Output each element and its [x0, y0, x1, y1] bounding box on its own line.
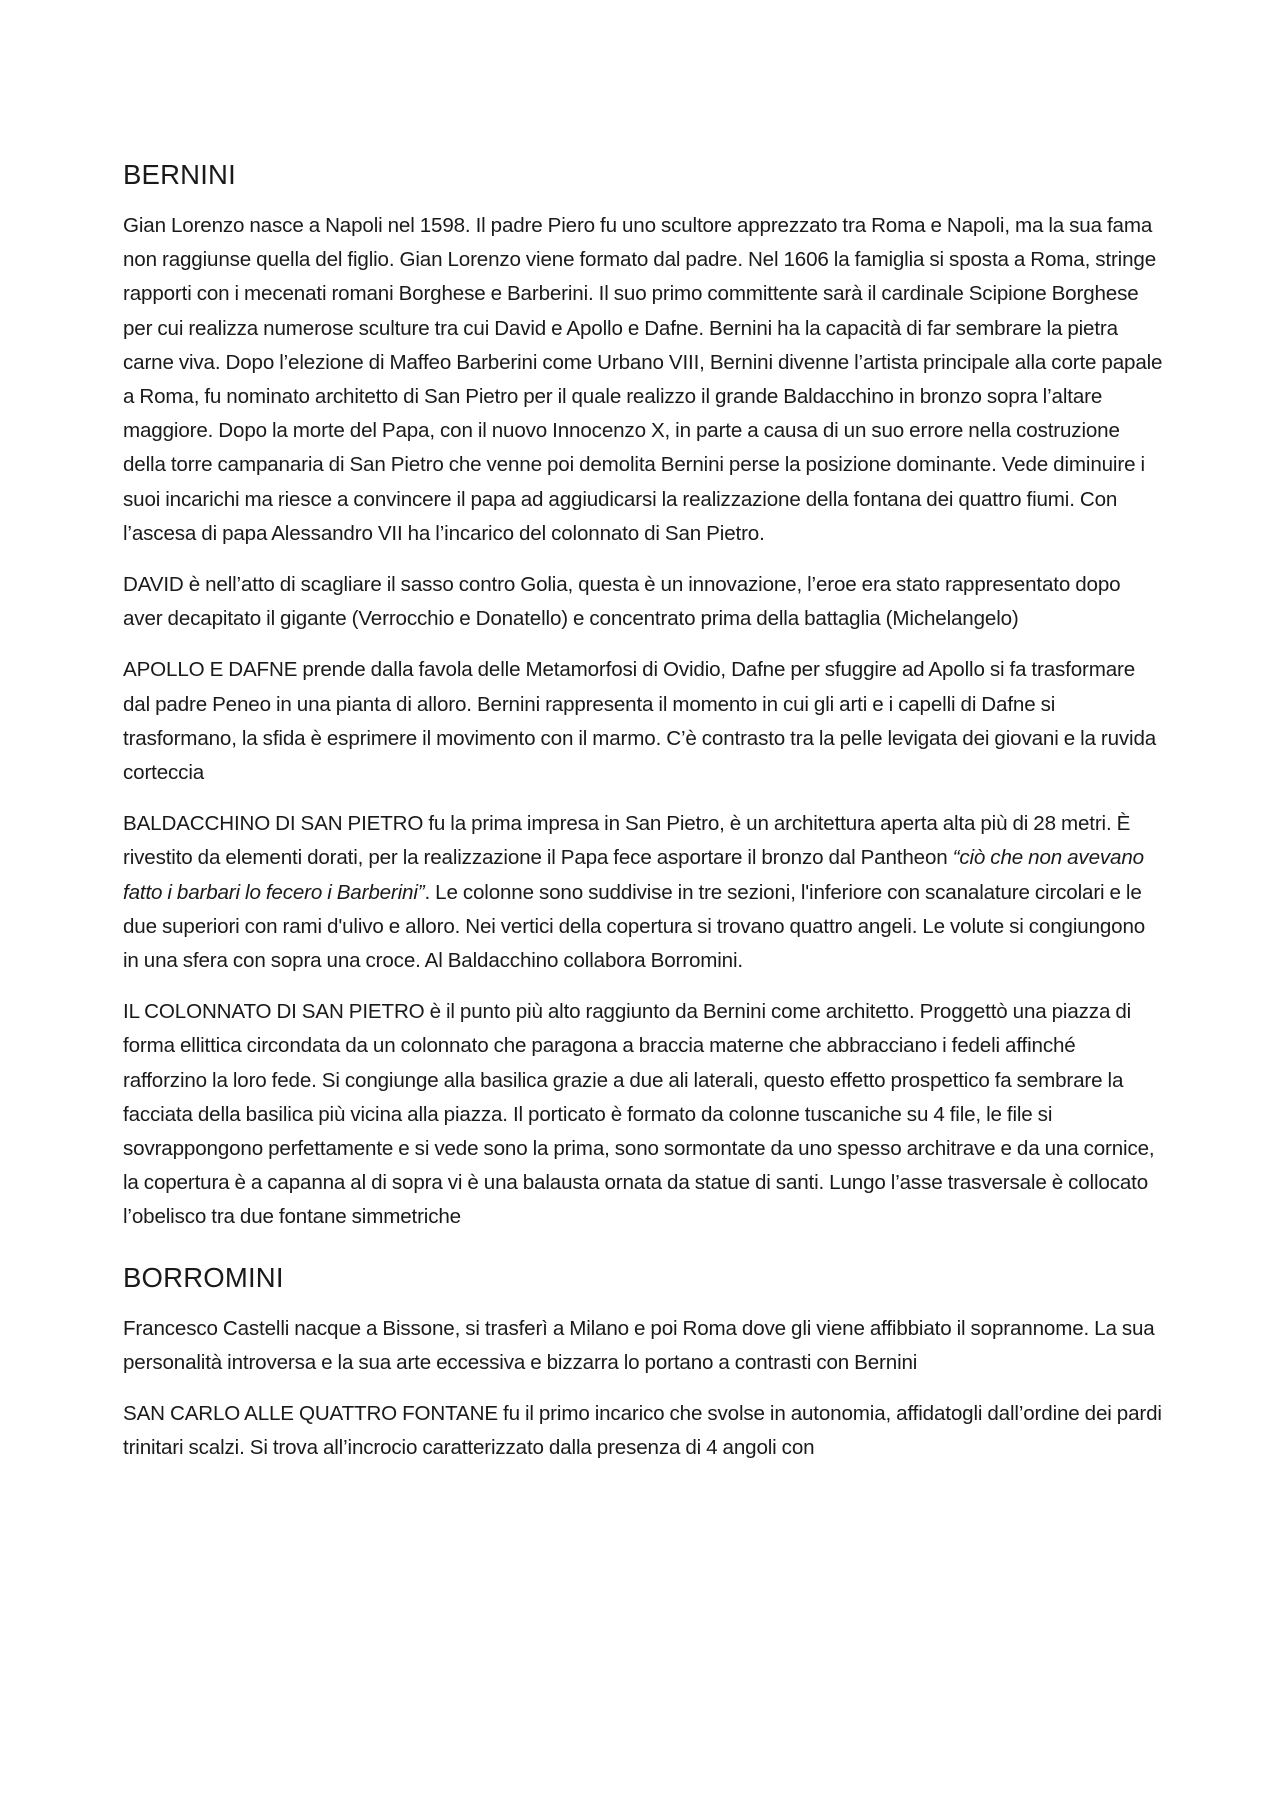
- paragraph-apollo-e-dafne: APOLLO E DAFNE prende dalla favola delle Metamorfosi di Ovidio, Dafne per sfuggire ad Apollo si fa trasformare dal padre Peneo in una pianta di alloro. Bernini rappresenta il momento in cui gli arti e i capelli di Dafne si trasformano, la sfida è esprimere il movimento con il marmo. C’è contrasto tra la pelle levigata dei giovani e la ruvida corteccia: [123, 658, 1157, 785]
- paragraph-david: DAVID è nell’atto di scagliare il sasso contro Golia, questa è un innovazione, l’eroe era stato rappresentato dopo aver decapitato il gigante (Verrocchio e Donatello) e concentrato prima della battaglia (Michelangelo): [123, 573, 1121, 631]
- paragraph-baldacchino: [123, 807, 1163, 978]
- heading-bernini: BERNINI: [123, 159, 236, 190]
- paragraph-colonnato: IL COLONNATO DI SAN PIETRO è il punto più alto raggiunto da Bernini come architetto. Proggettò una piazza di forma ellittica circondata da un colonnato che paragona a braccia materne che abbracciano i fedeli affinché rafforzino la loro fede. Si congiunge alla basilica grazie a due ali laterali, questo effetto prospettico fa sembrare la facciata della basilica più vicina alla piazza. Il porticato è formato da colonne tuscaniche su 4 file, le file si sovrappongono perfettamente e si vede sono la prima, sono sormontate da uno spesso architrave e da una cornice, la copertura è a capanna al di sopra vi è una balausta ornata da statue di santi. Lungo l’asse trasversale è collocato l’obelisco tra due fontane simmetriche: [123, 1000, 1155, 1229]
- heading-borromini: BORROMINI: [123, 1261, 284, 1293]
- baldacchino-text-before: BALDACCHINO DI SAN PIETRO fu la prima impresa in San Pietro, è un architettura aperta alta più di 28 metri. È rivestito da elementi dorati, per la realizzazione il Papa fece asportare il bronzo dal Pantheon: [123, 812, 1131, 870]
- document-page: [123, 158, 1163, 1483]
- paragraph-borromini-biography: Francesco Castelli nacque a Bissone, si trasferì a Milano e poi Roma dove gli viene affibbiato il soprannome. La sua personalità introversa e la sua arte eccessiva e bizzarra lo portano a contrasti con Bernini: [123, 1316, 1155, 1374]
- barberini-quote: “ciò che non avevano fatto i barbari lo fecero i Barberini”: [123, 846, 1144, 904]
- paragraph-bernini-biography: Gian Lorenzo nasce a Napoli nel 1598. Il padre Piero fu uno scultore apprezzato tra Roma e Napoli, ma la sua fama non raggiunse quella del figlio. Gian Lorenzo viene formato dal padre. Nel 1606 la famiglia si sposta a Roma, stringe rapporti con i mecenati romani Borghese e Barberini. Il suo primo committente sarà il cardinale Scipione Borghese per cui realizza numerose sculture tra cui David e Apollo e Dafne. Bernini ha la capacità di far sembrare la pietra carne viva. Dopo l’elezione di Maffeo Barberini come Urbano VIII, Bernini divenne l’artista principale alla corte papale a Roma, fu nominato architetto di San Pietro per il quale realizzo il grande Baldacchino in bronzo sopra l’altare maggiore. Dopo la morte del Papa, con il nuovo Innocenzo X, in parte a causa di un suo errore nella costruzione della torre campanaria di San Pietro che venne poi demolita Bernini perse la posizione dominante. Vede diminuire i suoi incarichi ma riesce a convincere il papa ad aggiudicarsi la realizzazione della fontana dei quattro fiumi. Con l’ascesa di papa Alessandro VII ha l’incarico del colonnato di San Pietro.: [123, 214, 1163, 545]
- paragraph-san-carlo: SAN CARLO ALLE QUATTRO FONTANE fu il primo incarico che svolse in autonomia, affidatogli dall’ordine dei pardi trinitari scalzi. Si trova all’incrocio caratterizzato dalla presenza di 4 angoli con: [123, 1402, 1162, 1460]
- baldacchino-text-after: . Le colonne sono suddivise in tre sezioni, l'inferiore con scanalature circolari e le due superiori con rami d'ulivo e alloro. Nei vertici della copertura si trovano quattro angeli. Le volute si congiungono in una sfera con sopra una croce. Al Baldacchino collabora Borromini.: [123, 880, 1146, 973]
